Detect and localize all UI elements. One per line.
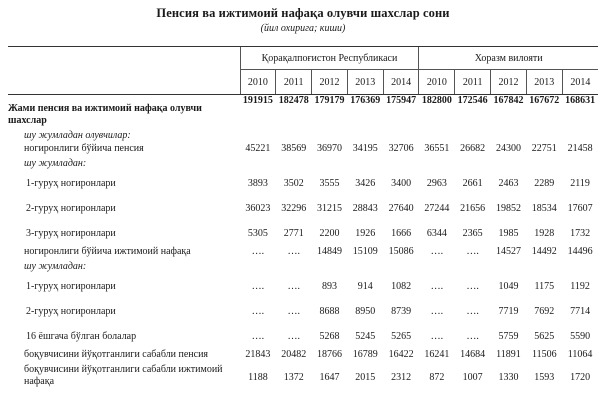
value-cell: 16789 bbox=[352, 349, 378, 360]
value-cell: 16422 bbox=[388, 349, 414, 360]
value-cell: 1188 bbox=[248, 371, 268, 383]
value-cell: 914 bbox=[357, 280, 373, 292]
value-cell: 32706 bbox=[388, 143, 414, 154]
table-row bbox=[8, 171, 598, 196]
row-label: 3-гуруҳ ногиронлари bbox=[26, 227, 116, 239]
value-cell: 2365 bbox=[462, 227, 483, 239]
value-cell: 14849 bbox=[316, 246, 342, 257]
value-cell: 6344 bbox=[426, 227, 447, 239]
value-cell: 22751 bbox=[531, 143, 557, 154]
value-cell: 20482 bbox=[281, 349, 307, 360]
table-row bbox=[8, 130, 598, 143]
region-header-khorezm: Хоразм вилояти bbox=[419, 47, 598, 70]
value-cell: 14527 bbox=[495, 246, 521, 257]
header-blank-cell bbox=[8, 47, 240, 95]
value-cell: 5268 bbox=[319, 330, 340, 342]
value-cell: …. bbox=[287, 280, 300, 292]
row-label: 1-гуруҳ ногиронлари bbox=[26, 177, 116, 189]
pension-table bbox=[8, 46, 598, 391]
table-row bbox=[8, 221, 598, 246]
value-cell: 175947 bbox=[386, 95, 417, 106]
value-cell: 15109 bbox=[352, 246, 378, 257]
table-row bbox=[8, 364, 598, 391]
document-subtitle: (йил охирига; киши) bbox=[260, 23, 346, 34]
value-cell: 5625 bbox=[534, 330, 555, 342]
row-label: 1-гуруҳ ногиронлари bbox=[26, 280, 116, 292]
value-cell: 182800 bbox=[421, 95, 452, 106]
table-row bbox=[8, 299, 598, 324]
value-cell: …. bbox=[251, 305, 265, 317]
value-cell: 5245 bbox=[355, 330, 376, 342]
value-cell: 27244 bbox=[424, 202, 450, 214]
value-cell: 5590 bbox=[570, 330, 591, 342]
value-cell: 2312 bbox=[391, 371, 412, 383]
value-cell: 18766 bbox=[316, 349, 342, 360]
value-cell: 15086 bbox=[388, 246, 414, 257]
year-header: 2010 bbox=[240, 70, 276, 95]
value-cell: 872 bbox=[429, 371, 445, 383]
value-cell: 2463 bbox=[498, 177, 519, 189]
value-cell: 21656 bbox=[460, 202, 486, 214]
value-cell: 28843 bbox=[352, 202, 378, 214]
table-row bbox=[8, 95, 598, 131]
row-label: шу жумладан: bbox=[24, 261, 87, 272]
value-cell: 191915 bbox=[242, 95, 273, 106]
value-cell: 19852 bbox=[495, 202, 521, 214]
row-label: 16 ёшгача бўлган болалар bbox=[26, 330, 137, 342]
value-cell: …. bbox=[430, 330, 444, 342]
table-row bbox=[8, 143, 598, 158]
value-cell: …. bbox=[251, 246, 265, 257]
value-cell: 45221 bbox=[245, 143, 271, 154]
year-header: 2011 bbox=[276, 70, 312, 95]
value-cell: 11891 bbox=[496, 349, 521, 360]
value-cell: 2661 bbox=[462, 177, 483, 189]
value-cell: 3502 bbox=[283, 177, 304, 189]
value-cell: 14496 bbox=[567, 246, 593, 257]
value-cell: 11064 bbox=[567, 349, 593, 360]
value-cell: 36551 bbox=[424, 143, 450, 154]
value-cell: 172546 bbox=[457, 95, 488, 106]
value-cell: 1985 bbox=[498, 227, 519, 239]
value-cell: 893 bbox=[321, 280, 337, 292]
value-cell: 3426 bbox=[355, 177, 376, 189]
value-cell: 2963 bbox=[426, 177, 447, 189]
value-cell: 24300 bbox=[495, 143, 521, 154]
value-cell: 2015 bbox=[355, 371, 376, 383]
year-header: 2011 bbox=[455, 70, 491, 95]
row-label: боқувчисини йўқотганлиги сабабли пенсия bbox=[24, 349, 209, 360]
value-cell: 7719 bbox=[498, 305, 519, 317]
table-row bbox=[8, 261, 598, 274]
row-label: ногиронлиги бўйича пенсия bbox=[24, 143, 144, 154]
year-header: 2013 bbox=[526, 70, 562, 95]
row-label: 2-гуруҳ ногиронлари bbox=[26, 202, 116, 214]
value-cell: 1647 bbox=[319, 371, 340, 383]
value-cell: …. bbox=[251, 280, 265, 292]
value-cell: 38569 bbox=[281, 143, 307, 154]
value-cell: 2119 bbox=[570, 177, 590, 189]
value-cell: 8950 bbox=[355, 305, 376, 317]
year-header: 2013 bbox=[347, 70, 383, 95]
row-label: Жами пенсия ва ижтимоий нафақа олувчи шахслар bbox=[8, 103, 202, 126]
value-cell: …. bbox=[430, 246, 444, 257]
value-cell: 2200 bbox=[319, 227, 340, 239]
value-cell: 14492 bbox=[531, 246, 557, 257]
value-cell: 1928 bbox=[534, 227, 555, 239]
value-cell: 36023 bbox=[245, 202, 271, 214]
value-cell: 7714 bbox=[570, 305, 591, 317]
value-cell: …. bbox=[287, 246, 300, 257]
value-cell: 8739 bbox=[391, 305, 412, 317]
value-cell: 179179 bbox=[314, 95, 345, 106]
table-row bbox=[8, 196, 598, 221]
value-cell: 26682 bbox=[460, 143, 486, 154]
value-cell: 17607 bbox=[567, 202, 593, 214]
value-cell: 8688 bbox=[319, 305, 340, 317]
value-cell: 1593 bbox=[534, 371, 555, 383]
value-cell: 3400 bbox=[391, 177, 412, 189]
year-header: 2014 bbox=[383, 70, 419, 95]
value-cell: 21458 bbox=[567, 143, 593, 154]
row-label: шу жумладан: bbox=[24, 158, 87, 169]
value-cell: 16241 bbox=[424, 349, 450, 360]
value-cell: 167672 bbox=[529, 95, 560, 106]
value-cell: 27640 bbox=[388, 202, 414, 214]
value-cell: 36970 bbox=[316, 143, 342, 154]
value-cell: 31215 bbox=[316, 202, 342, 214]
value-cell: 11506 bbox=[531, 349, 557, 360]
value-cell: 1720 bbox=[570, 371, 591, 383]
value-cell: 1732 bbox=[570, 227, 591, 239]
value-cell: …. bbox=[466, 330, 479, 342]
value-cell: …. bbox=[430, 305, 444, 317]
row-label: боқувчисини йўқотганлиги сабабли ижтимоий нафақа bbox=[24, 364, 223, 387]
year-header: 2012 bbox=[312, 70, 348, 95]
value-cell: 5759 bbox=[498, 330, 519, 342]
value-cell: 2771 bbox=[283, 227, 304, 239]
value-cell: 2289 bbox=[534, 177, 555, 189]
value-cell: 5305 bbox=[247, 227, 268, 239]
year-header: 2012 bbox=[491, 70, 527, 95]
year-header: 2014 bbox=[562, 70, 598, 95]
value-cell: 168631 bbox=[565, 95, 596, 106]
table-row bbox=[8, 324, 598, 349]
value-cell: …. bbox=[251, 330, 265, 342]
region-header-karakalpakstan: Қорақалпоғистон Республикаси bbox=[240, 47, 419, 70]
value-cell: 5265 bbox=[391, 330, 412, 342]
value-cell: 1007 bbox=[462, 371, 483, 383]
table-row bbox=[8, 349, 598, 364]
value-cell: 1082 bbox=[391, 280, 412, 292]
value-cell: …. bbox=[466, 280, 479, 292]
value-cell: 3893 bbox=[247, 177, 268, 189]
row-label: шу жумладан олувчилар: bbox=[24, 130, 131, 141]
value-cell: 1372 bbox=[283, 371, 304, 383]
table-row bbox=[8, 158, 598, 171]
value-cell: 18534 bbox=[531, 202, 557, 214]
value-cell: 1049 bbox=[498, 280, 519, 292]
value-cell: 1926 bbox=[355, 227, 376, 239]
value-cell: …. bbox=[287, 305, 300, 317]
value-cell: 1175 bbox=[534, 280, 555, 292]
value-cell: 176369 bbox=[350, 95, 381, 106]
value-cell: 14684 bbox=[460, 349, 486, 360]
value-cell: 21843 bbox=[245, 349, 271, 360]
value-cell: 167842 bbox=[493, 95, 524, 106]
table-row bbox=[8, 274, 598, 299]
value-cell: …. bbox=[430, 280, 444, 292]
value-cell: 182478 bbox=[278, 95, 309, 106]
value-cell: 3555 bbox=[319, 177, 340, 189]
value-cell: 1192 bbox=[570, 280, 590, 292]
row-label: ногиронлиги бўйича ижтимоий нафақа bbox=[24, 246, 191, 257]
value-cell: …. bbox=[466, 305, 479, 317]
table-row bbox=[8, 246, 598, 261]
value-cell: 1330 bbox=[498, 371, 519, 383]
value-cell: 32296 bbox=[281, 202, 307, 214]
value-cell: 7692 bbox=[534, 305, 555, 317]
value-cell: 1666 bbox=[391, 227, 412, 239]
value-cell: 34195 bbox=[352, 143, 378, 154]
value-cell: …. bbox=[287, 330, 300, 342]
row-label: 2-гуруҳ ногиронлари bbox=[26, 305, 116, 317]
value-cell: …. bbox=[466, 246, 479, 257]
document-title: Пенсия ва ижтимоий нафақа олувчи шахслар сони bbox=[156, 6, 450, 20]
year-header: 2010 bbox=[419, 70, 455, 95]
